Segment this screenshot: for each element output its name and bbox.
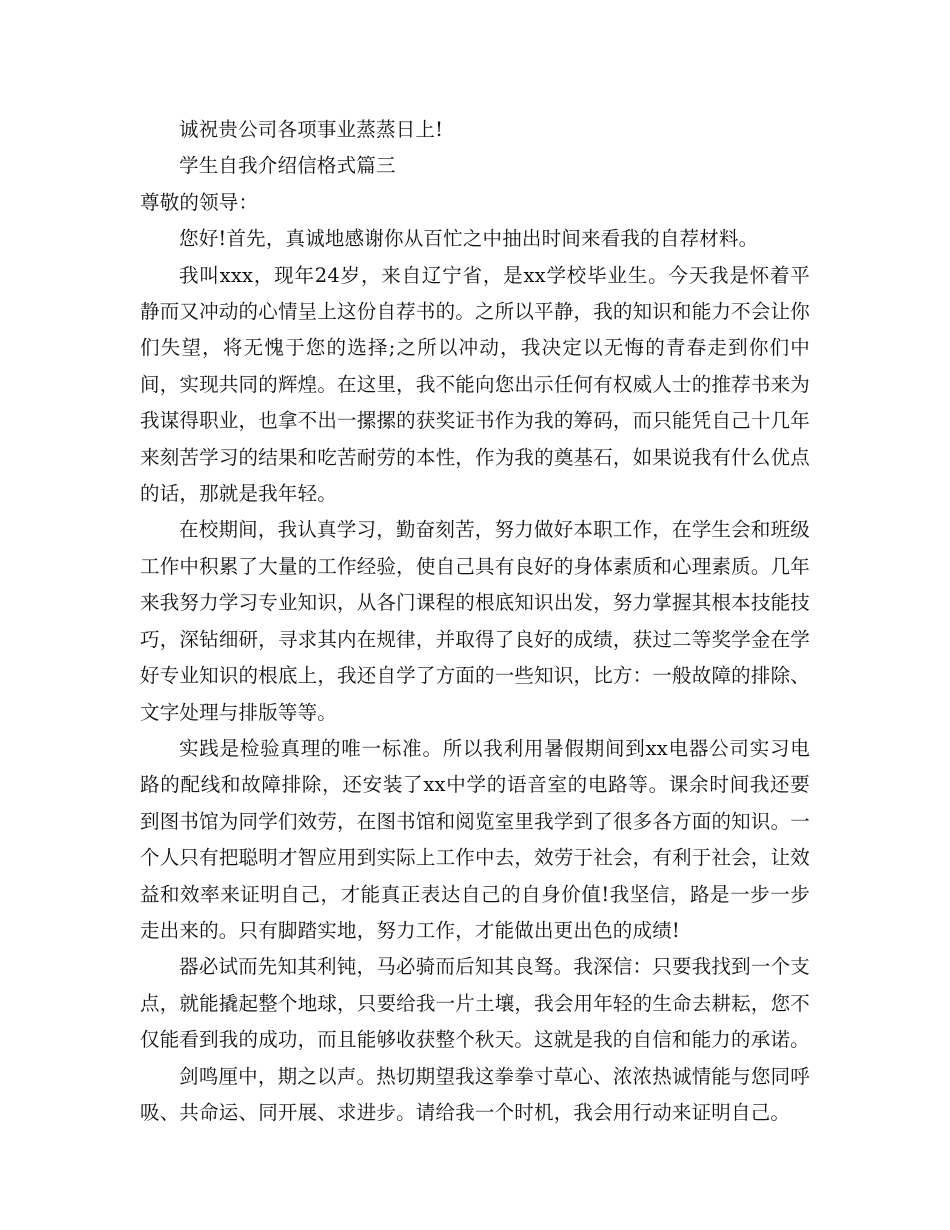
practice-paragraph: 实践是检验真理的唯一标准。所以我利用暑假期间到xx电器公司实习电路的配线和故障排除，还安装了xx中学的语音室的电路等。课余时间我还要到图书馆为同学们效劳，在图书馆和阅览室里我学到了很多各方面的知识。一个人只有把聪明才智应用到实际上工作中去，效劳于社会，有利于社会，让效益和效率来证明自己，才能真正表达自己的自身价值!我坚信，路是一步一步走出来的。只有脚踏实地，努力工作，才能做出更出色的成绩!	[140, 736, 810, 942]
introduction-paragraph: 我叫xxx，现年24岁，来自辽宁省，是xx学校毕业生。今天我是怀着平静而又冲动的心情呈上这份自荐书的。之所以平静，我的知识和能力不会让你们失望，将无愧于您的选择;之所以冲动，我决定以无悔的青春走到你们中间，实现共同的辉煌。在这里，我不能向您出示任何有权威人士的推荐书来为我谋得职业，也拿不出一摞摞的获奖证书作为我的筹码，而只能凭自己十几年来刻苦学习的结果和吃苦耐劳的本性，作为我的奠基石，如果说我有什么优点的话，那就是我年轻。	[140, 263, 810, 506]
greeting-paragraph: 您好!首先，真诚地感谢你从百忙之中抽出时间来看我的自荐材料。	[179, 227, 759, 251]
letter-body	[140, 112, 810, 1131]
closing-paragraph: 剑鸣厘中，期之以声。热切期望我这拳拳寸草心、浓浓热诚情能与您同呼吸、共命运、同开展、求进步。请给我一个时机，我会用行动来证明自己。	[140, 1064, 810, 1124]
section-title: 学生自我介绍信格式篇三	[179, 154, 396, 178]
closing-wish-paragraph: 诚祝贵公司各项事业蒸蒸日上!	[179, 118, 444, 141]
confidence-paragraph: 器必试而先知其利钝，马必骑而后知其良驽。我深信：只要我找到一个支点，就能撬起整个地球，只要给我一片土壤，我会用年轻的生命去耕耘，您不仅能看到我的成功，而且能够收获整个秋天。这就是我的自信和能力的承诺。	[140, 955, 810, 1052]
school-experience-paragraph: 在校期间，我认真学习，勤奋刻苦，努力做好本职工作，在学生会和班级工作中积累了大量的工作经验，使自己具有良好的身体素质和心理素质。几年来我努力学习专业知识，从各门课程的根底知识出发，努力掌握其根本技能技巧，深钻细研，寻求其内在规律，并取得了良好的成绩，获过二等奖学金在学好专业知识的根底上，我还自学了方面的一些知识，比方：一般故障的排除、文字处理与排版等等。	[140, 518, 810, 724]
salutation: 尊敬的领导：	[140, 190, 259, 214]
